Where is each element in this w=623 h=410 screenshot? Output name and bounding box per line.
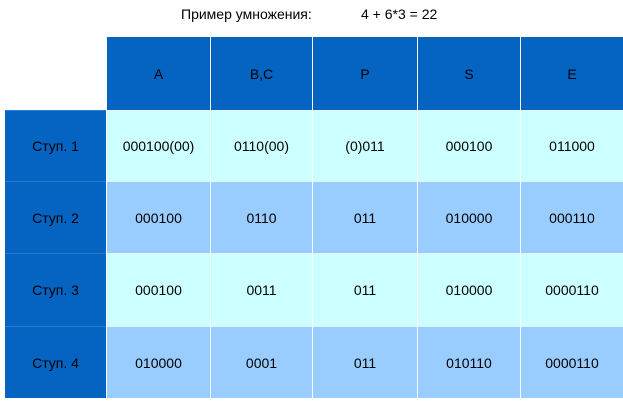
table-cell: 000100	[107, 253, 210, 326]
row-header-step-4: Ступ. 4	[5, 326, 106, 398]
title-label: Пример умножения:	[181, 6, 312, 22]
table-cell: 010110	[418, 326, 520, 398]
table-cell: 0110	[211, 181, 312, 253]
table-corner	[5, 37, 106, 110]
table-cell: 010000	[418, 181, 520, 253]
title-expression: 4 + 6*3 = 22	[361, 6, 438, 22]
column-header-p: P	[313, 37, 417, 110]
row-header-step-3: Ступ. 3	[5, 253, 106, 326]
row-header-step-2: Ступ. 2	[5, 181, 106, 253]
table-cell: 010000	[418, 253, 520, 326]
table-cell: 011000	[521, 110, 623, 181]
table-cell: 011	[313, 181, 417, 253]
table-cell: 010000	[107, 326, 210, 398]
table-cell: 0000110	[521, 326, 623, 398]
table-cell: 000100	[107, 181, 210, 253]
table-cell: 0001	[211, 326, 312, 398]
row-header-step-1: Ступ. 1	[5, 110, 106, 181]
column-header-e: E	[521, 37, 623, 110]
table-cell: 0011	[211, 253, 312, 326]
table-cell: 011	[313, 326, 417, 398]
table-cell: (0)011	[313, 110, 417, 181]
page-title	[0, 4, 623, 24]
column-header-a: A	[107, 37, 210, 110]
multiplication-table	[5, 37, 623, 398]
table-cell: 0000110	[521, 253, 623, 326]
column-header-bc: B,C	[211, 37, 312, 110]
column-header-s: S	[418, 37, 520, 110]
table-cell: 0110(00)	[211, 110, 312, 181]
table-cell: 000110	[521, 181, 623, 253]
table-cell: 000100(00)	[107, 110, 210, 181]
table-cell: 011	[313, 253, 417, 326]
table-cell: 000100	[418, 110, 520, 181]
